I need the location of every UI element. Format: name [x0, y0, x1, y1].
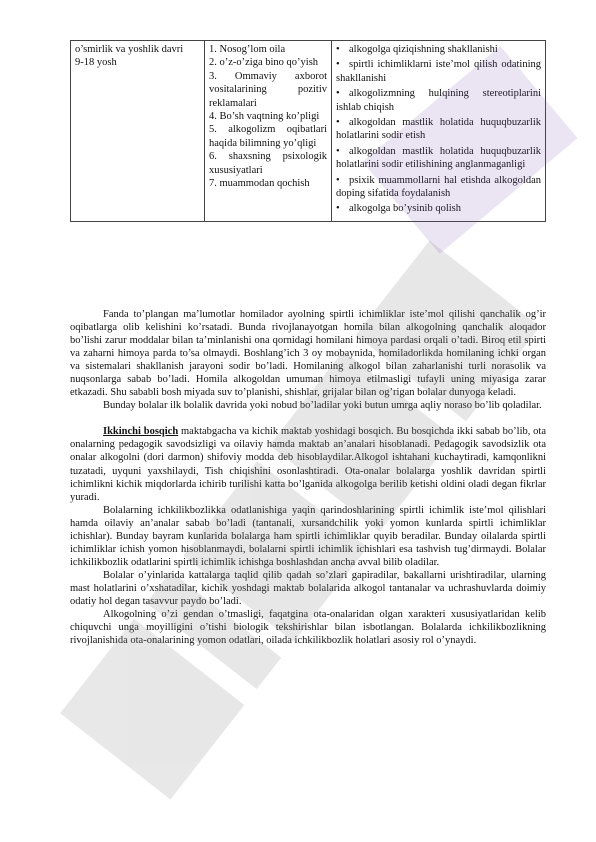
bullet-icon: •: [336, 117, 340, 129]
bullet-icon: •: [336, 44, 340, 55]
paragraph: Bolalarning ichkilikbozlikka odatlanishiga yaqin qarindoshlarining spirtli ichimlik iste’mol qilishlari hamda oilaviy an’analar sabab bo’ladi (tantanali, xursandchilik yoki yomon kunlarda spirtli ichimliklar ichishlar). Bunday bayram kunlarida bolalarga ham spirtli ichimliklar quyib beradilar. Bunday oilalarda spirtli ichimliklar ichish yomon hisoblanmaydi, bolalarni spirtli ichimlik ichishlari esa tashvish tug’dirmaydi. Bolalar ichkilikbozlik odatlarini spirtli ichimlik ichishga boshlashdan ancha avval bilib oladilar.: [70, 504, 546, 568]
cause-item: 1. Nosog’lom oila: [209, 44, 286, 55]
table-row: [71, 41, 546, 222]
list-item: • alkogolga bo’ysinib qolish: [336, 203, 461, 215]
paragraph: Alkogolning o’zi gendan o’tmasligi, faqatgina ota-onalaridan olgan xarakteri xususiyatlaridan kelib chiquvchi unga moyilligini o’tishi biologik tekshirishlar bilan isbotlangan. Bolalarda ichkilikbozlikning rivojlanishida ota-onalarining yomon odatlari, oilada ichkilikbozlik holatlari asosiy rol o’ynaydi.: [70, 609, 546, 647]
list-item: • alkogolizmning hulqining stereotiplarini ishlab chiqish: [336, 88, 541, 113]
age-range-label: 9-18 yosh: [75, 57, 117, 69]
bullet-icon: •: [336, 59, 340, 71]
cause-item: 2. o’z-o’ziga bino qo’yish: [209, 57, 319, 69]
causes-cell: [205, 41, 332, 222]
stage-table: [70, 40, 546, 222]
cause-item: 7. muammodan qochish: [209, 178, 310, 190]
section-heading: Ikkinchi bosqich: [103, 426, 179, 438]
bullet-icon: •: [336, 88, 340, 100]
bullet-icon: •: [336, 174, 340, 186]
paragraph: Ikkinchi bosqich maktabgacha va kichik maktab yoshidagi bosqich. Bu bosqichda ikki sabab bo’lib, ota onalarning pedagogik savodsizligi va oilaviy hamda maktab an’analari hisoblanadi. Pedagogik savodsizlik ota onalar alkogolni (dori darmon) shifoviy modda deb hisoblaydilar.Alkogol ishtahani kuchaytiradi, kamqonlikni tuzatadi, uyquni yaxshilaydi, Tish chiqishini osonlashtiradi. Ota-onalar bolalarga yoshlik davridan spirtli ichimlikni kichik miqdorlarda ichirib turilishi katta bo’lganida alkogolga berilib ketishi oldini oladi degan fikrlar yuradi.: [70, 426, 547, 503]
cause-item: 4. Bo’sh vaqtning ko’pligi: [209, 111, 320, 123]
cause-item: 6. shaxsning psixologik xususiyatlari: [209, 151, 327, 176]
body-text: [70, 308, 546, 647]
list-item: • alkogolga qiziqishning shakllanishi: [336, 44, 498, 55]
consequences-list: [336, 43, 541, 216]
age-period-cell: [71, 41, 205, 222]
bullet-icon: •: [336, 145, 340, 157]
paragraph: Bolalar o’yinlarida kattalarga taqlid qilib qadah so’zlari gapiradilar, bakallarni urishtiradilar, ularning mast holatlarini o’xshatadilar, kichik yoshdagi maktab bolalarida alkogol tantanalar va uchrashuvlarda doimiy odatiy hol degan tasavvur paydo bo’ladi.: [70, 569, 546, 607]
cause-item: 3. Ommaviy axborot vositalarining pozitiv reklamalari: [209, 70, 327, 109]
list-item: • spirtli ichimliklarni iste’mol qilish odatining shakllanishi: [336, 59, 541, 84]
list-item: • alkogoldan mastlik holatida huquqbuzarlik holatlarini sodir etilishining anglanmaganligi: [336, 145, 541, 171]
paragraph: Bunday bolalar ilk bolalik davrida yoki nobud bo’ladilar yoki butun umrga aqliy noraso bo’lib qoladilar.: [103, 400, 542, 412]
list-item: • alkogoldan mastlik holatida huquqbuzarlik holatlarini sodir etish: [336, 117, 541, 142]
consequences-cell: [332, 41, 546, 222]
list-item: • psixik muammollarni hal etishda alkogoldan doping sifatida foydalanish: [336, 174, 541, 200]
paragraph: Fanda to’plangan ma’lumotlar homilador ayolning spirtli ichimliklar iste’mol qilishi qanchalik og’ir oqibatlarga olib kelishini ko’rsatadi. Bunda rivojlanayotgan homila bilan alkogolning qanchalik aloqador bo’lishi zarur moddalar bilan ta’minlanishi ona qornidagi homilani himoya pardasi orqali o’tadi. Biroq etil spirti va zaharni himoya parda to’sa olmaydi. Boshlang’ich 3 oy mobaynida, homiladorlikda homilaning ichki organ va sistemalari shakllanish jarayoni sodir bo’ladi. Homilaning alkogol bilan zaharlanishi turli norasolik va nuqsonlarga sabab bo’ladi. Homila alkogoldan umuman himoya etilmasligi tufayli uning miyasiga zarar etkazadi. Shu sababli bosh miyada suv to’planishi, shishlar, grijalar bilan og’rigan bolalar dunyoga keladi.: [70, 309, 546, 399]
bullet-icon: •: [336, 203, 340, 215]
age-period-label: o’smirlik va yoshlik davri: [75, 44, 184, 55]
cause-item: 5. alkogolizm oqibatlari haqida bilimning yo’qligi: [209, 124, 327, 149]
